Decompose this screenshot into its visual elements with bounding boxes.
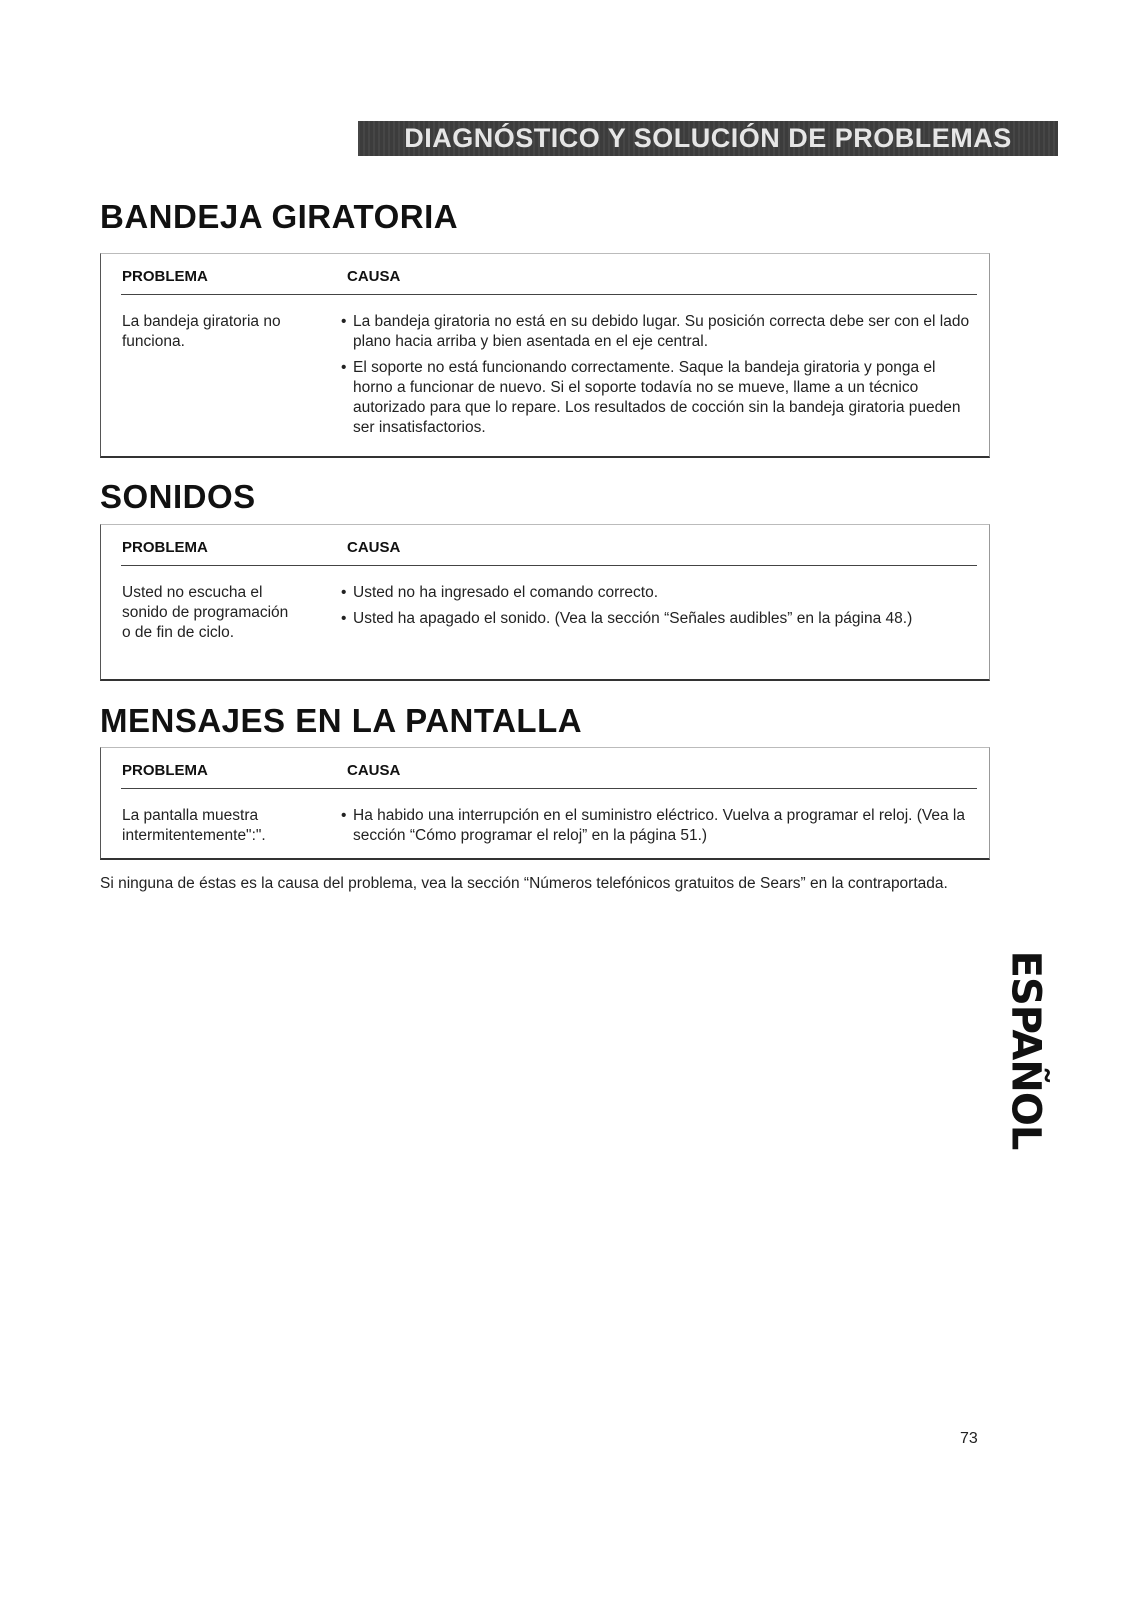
header-banner <box>358 121 1058 156</box>
cause-list <box>341 583 979 635</box>
column-header-problem: PROBLEMA <box>122 762 208 779</box>
problem-text: La pantalla muestra intermitentemente":". <box>122 807 266 844</box>
section-title-sounds: SONIDOS <box>100 478 256 515</box>
cause-list <box>341 806 979 852</box>
problem-text: La bandeja giratoria no funciona. <box>122 313 281 350</box>
page-number: 73 <box>960 1430 978 1447</box>
section-title-turntable: BANDEJA GIRATORIA <box>100 198 459 235</box>
banner-text: DIAGNÓSTICO Y SOLUCIÓN DE PROBLEMAS <box>404 123 1012 153</box>
header-divider <box>121 565 977 566</box>
column-header-cause: CAUSA <box>347 539 401 556</box>
cause-item: • Usted no ha ingresado el comando correcto. <box>341 583 979 603</box>
troubleshoot-table-display <box>100 747 990 860</box>
side-tab-label: ESPAÑOL <box>1002 950 1049 1150</box>
troubleshoot-table-sounds <box>100 524 990 681</box>
header-divider <box>121 788 977 789</box>
header-divider <box>121 294 977 295</box>
cause-item: • Ha habido una interrupción en el suministro eléctrico. Vuelva a programar el reloj. (Vea la sección “Cómo programar el reloj” en la página 51.) <box>341 806 979 846</box>
column-header-problem: PROBLEMA <box>122 268 208 285</box>
cause-list <box>341 312 979 444</box>
column-header-cause: CAUSA <box>347 762 401 779</box>
problem-text: Usted no escucha el sonido de programación o de fin de ciclo. <box>122 584 289 641</box>
cause-item: • El soporte no está funcionando correctamente. Saque la bandeja giratoria y ponga el horno a funcionar de nuevo. Si el soporte todavía no se mueve, llame a un técnico autorizado para que lo repare. Los resultados de cocción sin la bandeja giratoria pueden ser insatisfactorios. <box>341 358 979 438</box>
cause-item: • La bandeja giratoria no está en su debido lugar. Su posición correcta debe ser con el lado plano hacia arriba y bien asentada en el eje central. <box>341 312 979 352</box>
language-side-tab <box>1000 950 1050 1150</box>
section-title-display-messages: MENSAJES EN LA PANTALLA <box>100 702 583 739</box>
column-header-cause: CAUSA <box>347 268 401 285</box>
column-header-problem: PROBLEMA <box>122 539 208 556</box>
cause-item: • Usted ha apagado el sonido. (Vea la sección “Señales audibles” en la página 48.) <box>341 609 979 629</box>
footer-note: Si ninguna de éstas es la causa del problema, vea la sección “Números telefónicos gratuitos de Sears” en la contraportada. <box>100 875 948 892</box>
troubleshoot-table-turntable <box>100 253 990 458</box>
